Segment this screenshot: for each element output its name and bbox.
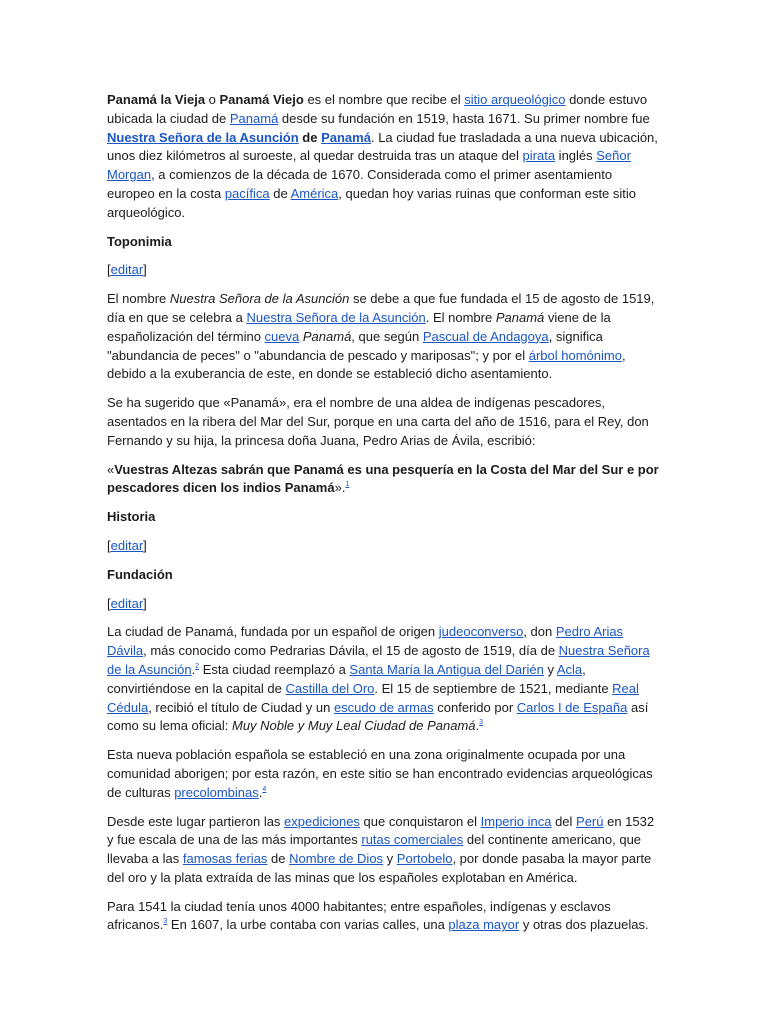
text: . bbox=[191, 661, 196, 677]
toponimia-paragraph-2: Se ha sugerido que «Panamá», era el nombre de una aldea de indígenas pescadores, asentados en la ribera del Mar del Sur, porque en una carta del año de 1516, para el Rey, don Fernando y su hija, la princesa doña Juana, Pedro Arias de Ávila, escribió: bbox=[107, 395, 649, 448]
reference-link[interactable]: 3 bbox=[163, 918, 168, 926]
link-america[interactable]: América bbox=[290, 185, 339, 201]
text: conferido por bbox=[433, 699, 517, 715]
link-nombre-de-dios[interactable]: Nombre de Dios bbox=[289, 851, 384, 867]
text: . La ciudad fue trasladada a una nueva ubicación, unos diez kilómetros al suroeste, al quedar destruida tras un ataque del bbox=[107, 129, 658, 164]
article-body bbox=[107, 91, 663, 945]
link-carlos-i[interactable]: Carlos I de España bbox=[516, 699, 628, 715]
text: Esta nueva población española se estableció en una zona originalmente ocupada por una comunidad aborigen; por esta razón, en este sitio se han encontrado evidencias arqueológicas de culturas bbox=[107, 747, 653, 800]
text: . El nombre bbox=[425, 309, 496, 325]
text: de bbox=[267, 851, 290, 867]
text: es el nombre que recibe el bbox=[303, 92, 465, 107]
bracket: ] bbox=[143, 595, 147, 611]
text: se debe a que fue fundada el 15 de agosto de 1519, día en que se celebra a bbox=[107, 291, 655, 325]
reference-link[interactable]: 4 bbox=[262, 785, 267, 793]
edit-section-toponimia bbox=[107, 261, 663, 280]
link-nuestra-senora[interactable]: Nuestra Señora de la Asunción bbox=[107, 643, 650, 677]
reference-link[interactable]: 2 bbox=[195, 662, 200, 670]
edit-link[interactable]: editar bbox=[110, 537, 144, 553]
toponimia-paragraph-1 bbox=[107, 290, 663, 384]
link-real-cedula[interactable]: Real Cédula bbox=[107, 680, 639, 715]
text: del continente americano, que llevaba a las bbox=[107, 832, 642, 867]
link-pirata[interactable]: pirata bbox=[522, 148, 556, 164]
link-arbol-homonimo[interactable]: árbol homónimo bbox=[528, 347, 622, 363]
link-senor-morgan[interactable]: Señor Morgan bbox=[107, 148, 631, 183]
text: , don bbox=[523, 624, 556, 640]
edit-section-historia bbox=[107, 537, 663, 556]
text: Desde este lugar partieron las bbox=[107, 813, 285, 829]
fundacion-paragraph-3 bbox=[107, 813, 663, 888]
link-panama[interactable]: Panamá bbox=[321, 129, 371, 145]
text: de bbox=[269, 185, 291, 201]
link-imperio-inca[interactable]: Imperio inca bbox=[480, 813, 552, 829]
term-bold: Panamá la Vieja bbox=[107, 92, 206, 107]
link-pascual-de-andagoya[interactable]: Pascual de Andagoya bbox=[422, 328, 549, 344]
bracket: [ bbox=[107, 262, 111, 278]
link-santa-maria-antigua[interactable]: Santa María la Antigua del Darién bbox=[349, 661, 544, 677]
text: en 1532 y fue escala de una de las más importantes bbox=[107, 813, 655, 848]
text: , que según bbox=[351, 328, 423, 344]
text: . bbox=[475, 718, 480, 734]
text: inglés bbox=[555, 148, 597, 164]
link-famosas-ferias[interactable]: famosas ferias bbox=[182, 851, 268, 867]
edit-section-fundacion bbox=[107, 595, 663, 614]
quote-mark: « bbox=[107, 461, 115, 477]
link-pacifica[interactable]: pacífica bbox=[224, 185, 270, 201]
bracket: ] bbox=[143, 537, 147, 553]
link-judeoconverso[interactable]: judeoconverso bbox=[438, 624, 524, 640]
fundacion-paragraph-1 bbox=[107, 623, 663, 736]
section-heading-historia: Historia bbox=[107, 509, 156, 525]
bracket: [ bbox=[107, 595, 111, 611]
text: del bbox=[551, 813, 577, 829]
link-escudo-de-armas[interactable]: escudo de armas bbox=[333, 699, 434, 715]
term-bold: de bbox=[298, 129, 322, 145]
text: así como su lema oficial: bbox=[107, 699, 649, 734]
text: , quedan hoy varias ruinas que conforman este sitio arqueológico. bbox=[107, 185, 637, 220]
link-pedro-arias-davila[interactable]: Pedro Arias Dávila bbox=[107, 624, 624, 659]
text: En 1607, la urbe contaba con varias calles, una bbox=[167, 917, 449, 933]
link-rutas-comerciales[interactable]: rutas comerciales bbox=[361, 832, 464, 848]
text: , por donde pasaba la mayor parte del oro y la plata extraída de las minas que los españoles explotaban en América. bbox=[107, 851, 652, 885]
text: , significa "abundancia de peces" o "abundancia de pescado y mariposas"; y por el bbox=[107, 328, 603, 363]
link-peru[interactable]: Perú bbox=[576, 813, 604, 829]
text: o bbox=[205, 92, 220, 107]
reference-link[interactable]: 1 bbox=[345, 481, 350, 489]
text: La ciudad de Panamá, fundada por un español de origen bbox=[107, 624, 439, 640]
bracket: ] bbox=[143, 262, 147, 278]
link-acla[interactable]: Acla bbox=[556, 661, 583, 677]
text: donde estuvo ubicada la ciudad de bbox=[107, 92, 648, 126]
fundacion-paragraph-2 bbox=[107, 746, 663, 802]
text: y otras dos plazuelas. bbox=[519, 917, 649, 933]
term-italic: Panamá bbox=[302, 328, 352, 344]
edit-link[interactable]: editar bbox=[110, 262, 144, 278]
link-nuestra-senora[interactable]: Nuestra Señora de la Asunción bbox=[246, 309, 426, 325]
text: y bbox=[383, 851, 397, 867]
reference-link[interactable]: 3 bbox=[479, 719, 484, 727]
text: , a comienzos de la década de 1670. Considerada como el primer asentamiento europeo en la costa bbox=[107, 167, 613, 201]
section-heading-fundacion: Fundación bbox=[107, 566, 173, 582]
link-castilla-del-oro[interactable]: Castilla del Oro bbox=[285, 680, 375, 696]
text: . bbox=[258, 784, 263, 800]
text: El nombre bbox=[107, 291, 170, 307]
section-heading-toponimia: Toponimia bbox=[107, 233, 172, 249]
quote-mark: ». bbox=[334, 480, 346, 496]
text: desde su fundación en 1519, hasta 1671. Su primer nombre fue bbox=[278, 110, 650, 126]
quote-paragraph bbox=[107, 461, 663, 499]
link-cueva[interactable]: cueva bbox=[264, 328, 300, 344]
text: que conquistaron el bbox=[359, 813, 481, 829]
fundacion-paragraph-4 bbox=[107, 898, 663, 936]
link-plaza-mayor[interactable]: plaza mayor bbox=[448, 917, 520, 933]
term-italic: Panamá bbox=[495, 309, 545, 325]
motto-italic: Muy Noble y Muy Leal Ciudad de Panamá bbox=[232, 718, 476, 734]
text: y bbox=[543, 661, 557, 677]
link-precolombinas[interactable]: precolombinas bbox=[174, 784, 259, 800]
text: . El 15 de septiembre de 1521, mediante bbox=[374, 680, 613, 696]
text: , convirtiéndose en la capital de bbox=[107, 661, 586, 696]
term-italic: Nuestra Señora de la Asunción bbox=[169, 291, 350, 307]
link-portobelo[interactable]: Portobelo bbox=[396, 851, 453, 867]
quote-text: Vuestras Altezas sabrán que Panamá es una pesquería en la Costa del Mar del Sur e por pescadores dicen los indios Panamá bbox=[107, 461, 659, 496]
link-expediciones[interactable]: expediciones bbox=[284, 813, 360, 829]
edit-link[interactable]: editar bbox=[110, 595, 144, 611]
text: , recibió el título de Ciudad y un bbox=[148, 699, 334, 715]
term-bold: Panamá Viejo bbox=[219, 92, 304, 107]
link-sitio-arqueologico[interactable]: sitio arqueológico bbox=[464, 92, 566, 107]
link-nuestra-senora[interactable]: Nuestra Señora de la Asunción bbox=[107, 129, 299, 145]
bracket: [ bbox=[107, 537, 111, 553]
text: , más conocido como Pedrarias Dávila, el 15 de agosto de 1519, día de bbox=[143, 643, 559, 659]
text: Esta ciudad reemplazó a bbox=[199, 661, 350, 677]
text: viene de la españolización del término bbox=[107, 309, 611, 344]
text: , debido a la exuberancia de este, en donde se estableció dicho asentamiento. bbox=[107, 347, 626, 382]
intro-paragraph bbox=[107, 91, 663, 223]
link-panama[interactable]: Panamá bbox=[229, 110, 279, 126]
text: Para 1541 la ciudad tenía unos 4000 habitantes; entre españoles, indígenas y esclavos africanos. bbox=[107, 898, 611, 933]
